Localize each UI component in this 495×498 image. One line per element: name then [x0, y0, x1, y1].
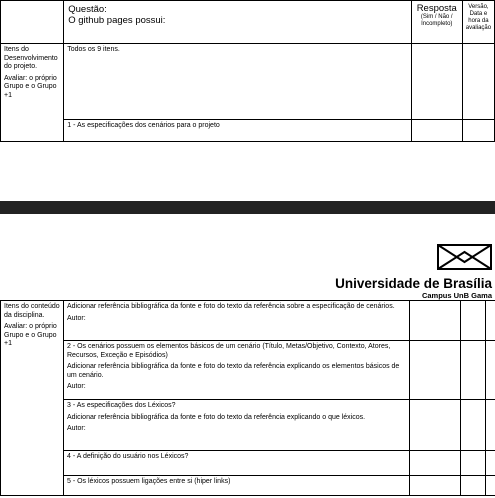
item-row-text — [64, 341, 410, 400]
item-row-text: Todos os 9 itens. — [64, 44, 411, 120]
item-paragraph: 4 - A definição do usuário nos Léxicos? — [67, 453, 189, 460]
item-author: Autor: — [67, 314, 86, 322]
item-row-text: 1 - As especificações dos cenários para o projeto — [64, 120, 411, 142]
extra-cell — [486, 400, 495, 451]
version-cell[interactable] — [461, 301, 486, 341]
question-label: Questão: — [68, 4, 107, 15]
answer-cell[interactable] — [410, 476, 461, 496]
item-row-text — [64, 476, 410, 496]
unb-logo-icon — [437, 244, 492, 270]
section-label-title: Itens do conteúdo da disciplina. — [4, 303, 60, 319]
question-text: O github pages possui: — [68, 15, 166, 26]
answer-title: Resposta — [416, 3, 457, 14]
header-empty-cell — [1, 1, 64, 44]
answer-cell[interactable] — [411, 44, 462, 120]
answer-cell[interactable] — [410, 301, 461, 341]
page-separator — [0, 201, 495, 214]
version-header: Versão, Data e hora da avaliação — [462, 1, 494, 44]
version-cell[interactable] — [462, 44, 494, 120]
extra-cell — [486, 476, 495, 496]
section-label-development — [1, 44, 64, 142]
item-paragraph: 3 - As especificações dos Léxicos? — [67, 402, 176, 409]
section-label-evaluate: Avaliar: o próprio Grupo e o Grupo +1 — [4, 74, 57, 99]
item-row-text — [64, 301, 410, 341]
item-row-text — [64, 451, 410, 476]
section-label-title: Itens do Desenvolvimento do projeto. — [4, 46, 58, 70]
university-name: Universidade de Brasília — [335, 276, 492, 291]
version-cell[interactable] — [462, 120, 494, 142]
version-cell[interactable] — [461, 476, 486, 496]
answer-options: (Sim / Não / Incompleto) — [420, 14, 453, 27]
item-paragraph: Adicionar referência bibliográfica da fonte e foto do texto da referência explicando os elementos básicos de um cenário. — [67, 363, 400, 379]
version-cell[interactable] — [461, 400, 486, 451]
answer-cell[interactable] — [410, 400, 461, 451]
item-row-text — [64, 400, 410, 451]
version-cell[interactable] — [461, 341, 486, 400]
section-label-evaluate: Avaliar: o próprio Grupo e o Grupo +1 — [4, 323, 57, 347]
extra-cell — [486, 341, 495, 400]
version-cell[interactable] — [461, 451, 486, 476]
evaluation-table-top — [0, 0, 495, 142]
item-author: Autor: — [67, 383, 86, 390]
university-campus: Campus UnB Gama — [421, 291, 492, 300]
answer-cell[interactable] — [411, 120, 462, 142]
section-label-content — [1, 301, 64, 496]
item-paragraph: 2 - Os cenários possuem os elementos básicos de um cenário (Título, Metas/Objetivo, Contexto, Atores, Recursos, Exceção e Episódios) — [67, 343, 391, 359]
question-header — [64, 1, 411, 44]
answer-header — [411, 1, 462, 44]
answer-cell[interactable] — [410, 341, 461, 400]
extra-cell — [486, 451, 495, 476]
evaluation-table-bottom — [0, 300, 495, 496]
item-paragraph: Adicionar referência bibliográfica da fonte e foto do texto da referência explicando o que léxicos. — [67, 413, 366, 421]
item-author: Autor: — [67, 425, 86, 432]
item-paragraph: Adicionar referência bibliográfica da fonte e foto do texto da referência sobre a especificação de cenários. — [67, 303, 395, 310]
answer-cell[interactable] — [410, 451, 461, 476]
item-paragraph: 5 - Os léxicos possuem ligações entre si (hiper links) — [67, 478, 231, 485]
extra-cell — [486, 301, 495, 341]
